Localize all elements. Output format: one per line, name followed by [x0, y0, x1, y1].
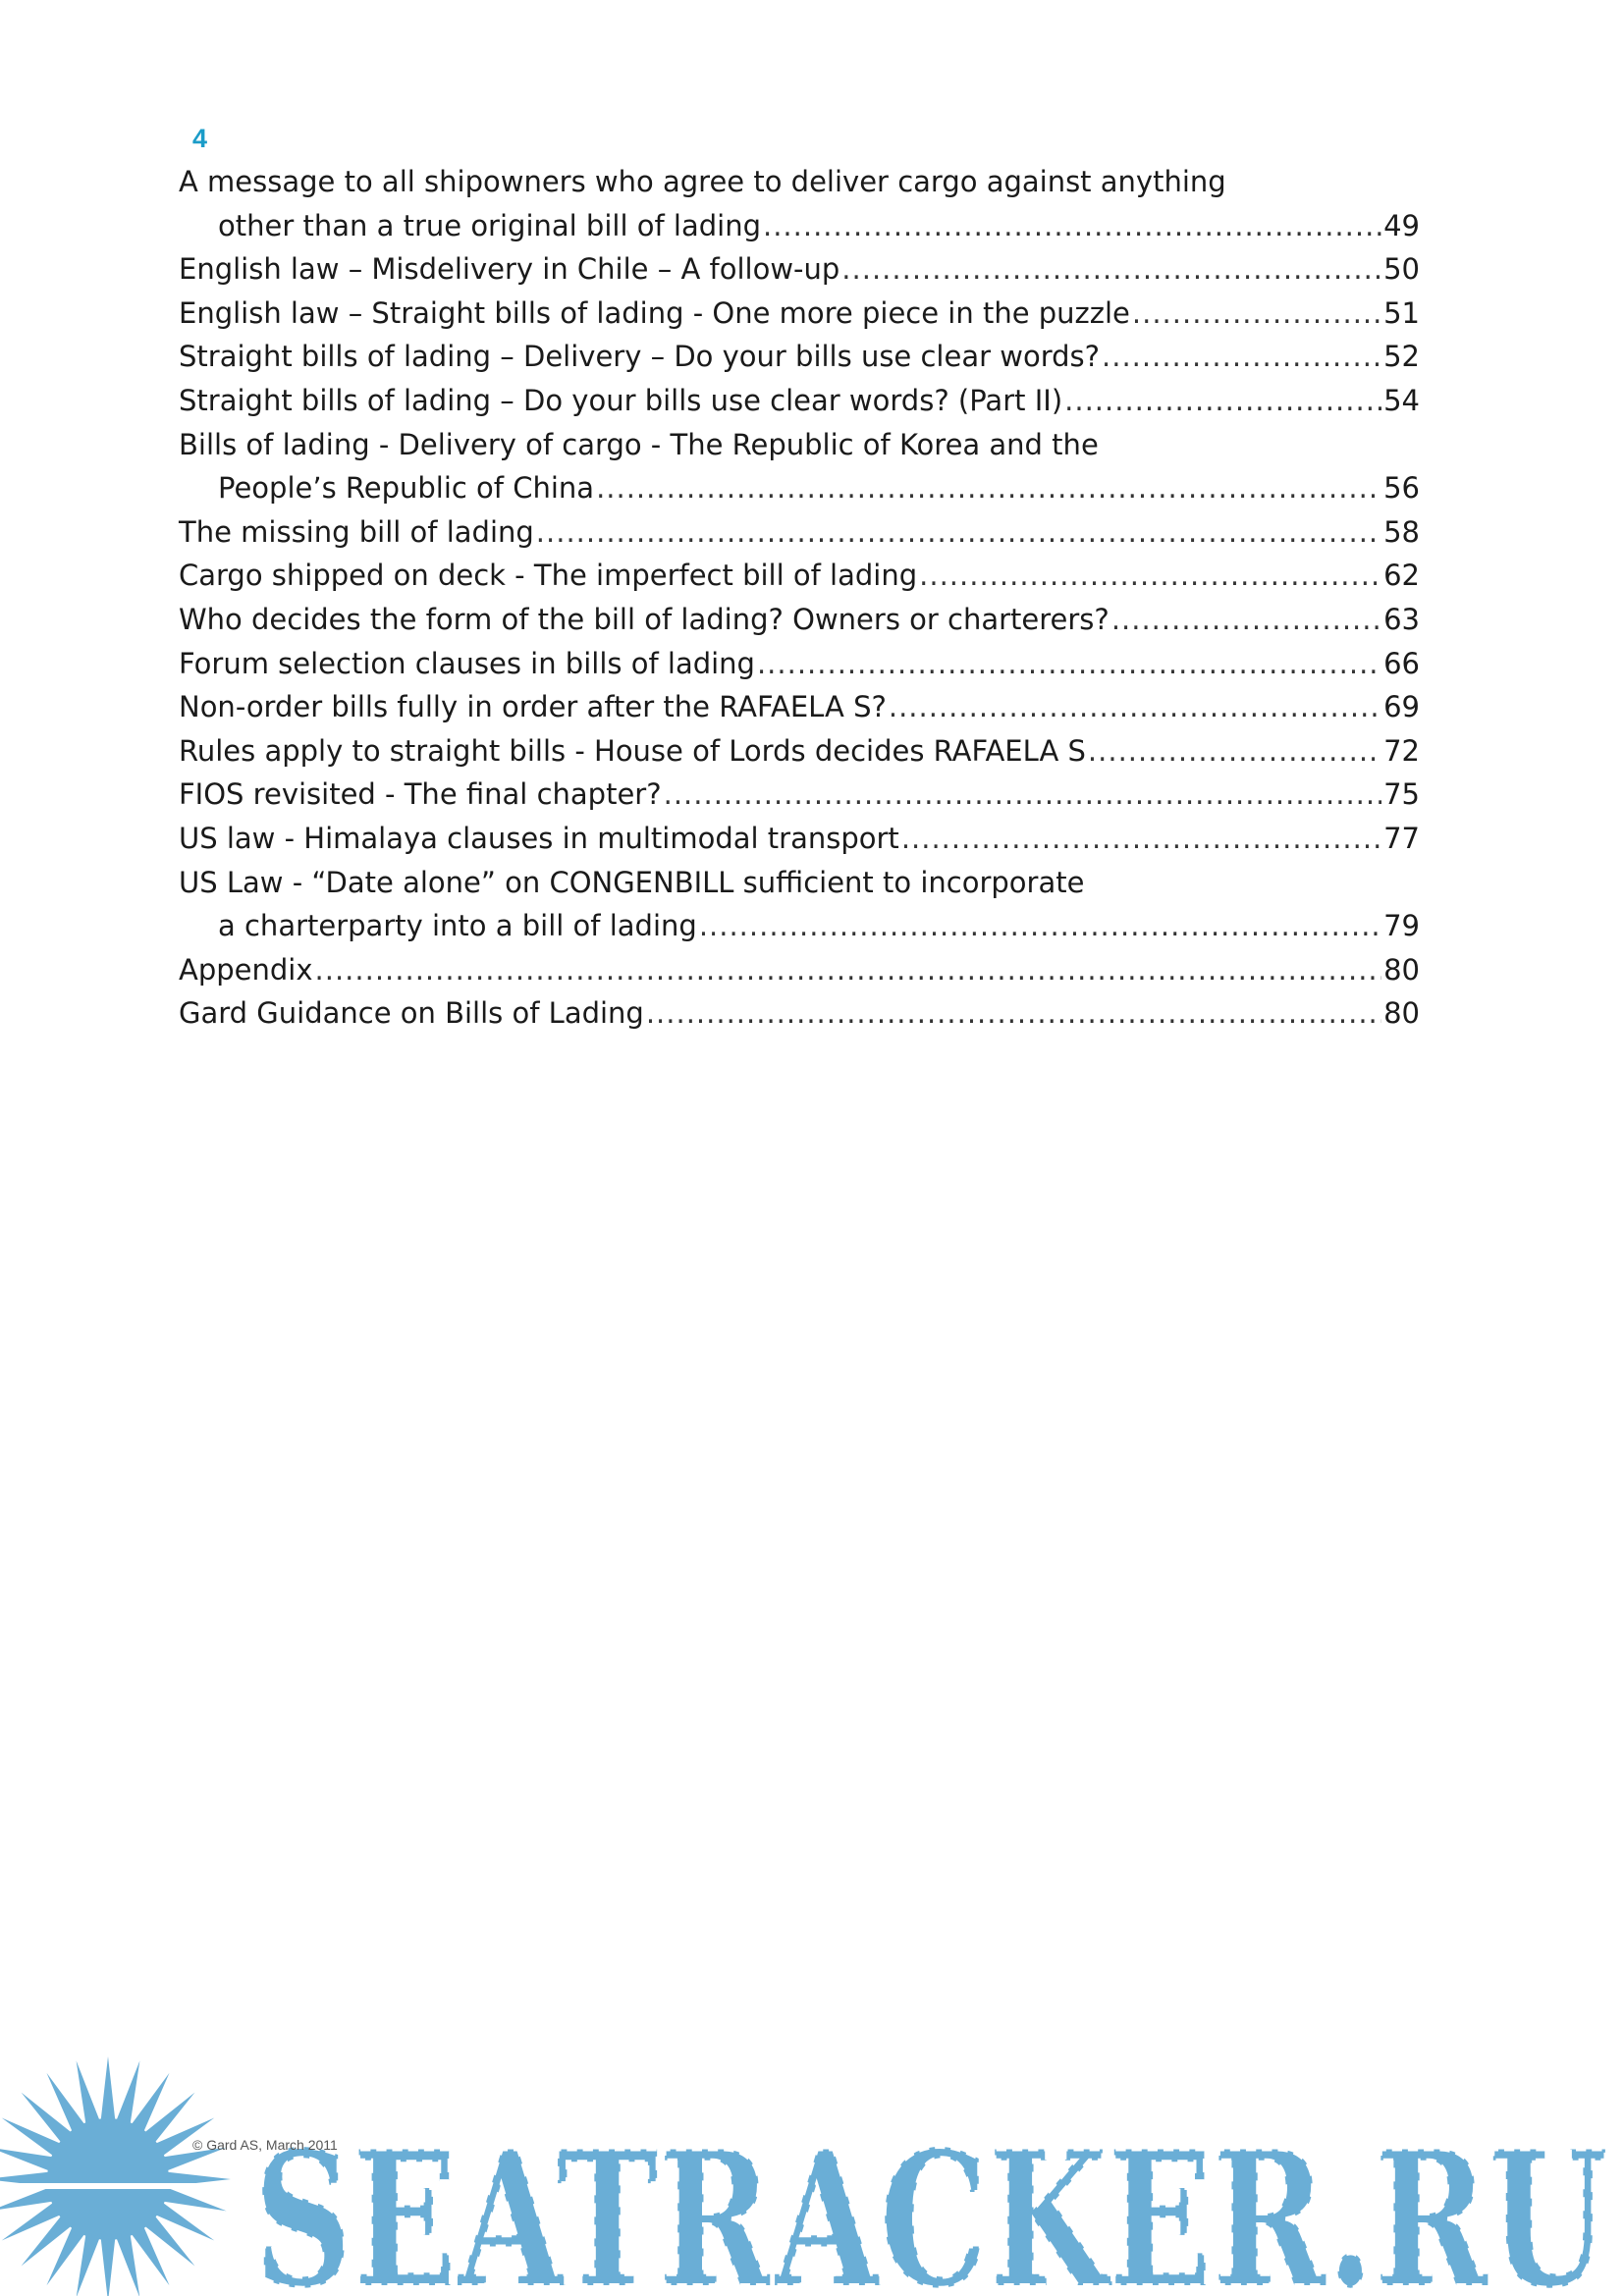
- toc-leader-dots: [757, 642, 1381, 686]
- toc-entry-title: Rules apply to straight bills - House of Lords decides RAFAELA S: [179, 733, 1086, 768]
- toc-entry-title: Gard Guidance on Bills of Lading: [179, 996, 644, 1031]
- sun-icon: [0, 2056, 236, 2296]
- toc-entry-title: Non-order bills fully in order after the RAFAELA S?: [179, 690, 887, 724]
- toc-entry-title: People’s Republic of China: [218, 471, 595, 506]
- toc-leader-dots: [763, 204, 1381, 248]
- toc-entry-title: US law - Himalaya clauses in multimodal transport: [179, 821, 899, 855]
- toc-entry-title: The missing bill of lading: [179, 514, 534, 549]
- toc-entry-title: Straight bills of lading – Delivery – Do your bills use clear words?: [179, 340, 1101, 374]
- toc-entry[interactable]: [179, 554, 1420, 598]
- toc-entry-title: Appendix: [179, 952, 313, 987]
- sun-disc: [47, 2118, 169, 2240]
- toc-entry[interactable]: [179, 204, 1420, 248]
- toc-entry-page: 58: [1383, 514, 1420, 549]
- toc-leader-dots: [596, 466, 1381, 510]
- sun-horizon: [0, 2183, 236, 2189]
- toc-entry-page: 51: [1383, 295, 1420, 330]
- toc-entry[interactable]: [179, 335, 1420, 379]
- toc-entry-page: 69: [1383, 690, 1420, 724]
- toc-leader-dots: [1102, 335, 1381, 379]
- toc-leader-dots: [901, 817, 1381, 861]
- toc-entry-page: 49: [1383, 208, 1420, 242]
- toc-entry-title: Straight bills of lading – Do your bills use clear words? (Part II): [179, 383, 1063, 417]
- toc-entry[interactable]: [179, 948, 1420, 992]
- toc-leader-dots: [646, 991, 1381, 1036]
- toc-entry[interactable]: [179, 904, 1420, 948]
- toc-leader-dots: [315, 948, 1382, 992]
- toc-leader-dots: [699, 904, 1381, 948]
- toc-entry-title: Forum selection clauses in bills of lading: [179, 646, 755, 680]
- toc-leader-dots: [664, 773, 1381, 817]
- toc-entry[interactable]: [179, 861, 1420, 905]
- toc-entry-page: 63: [1383, 602, 1420, 636]
- toc-entry[interactable]: [179, 642, 1420, 686]
- toc-entry-title: US Law - “Date alone” on CONGENBILL sufficient to incorporate: [179, 865, 1085, 899]
- toc-entry-page: 66: [1383, 646, 1420, 680]
- toc-entry-page: 72: [1383, 733, 1420, 768]
- toc-entry-page: 54: [1383, 383, 1420, 417]
- toc-leader-dots: [889, 685, 1381, 729]
- toc-entry-page: 79: [1383, 909, 1420, 943]
- toc-entry-page: 62: [1383, 559, 1420, 593]
- toc-entry[interactable]: [179, 817, 1420, 861]
- toc-entry-page: 80: [1383, 952, 1420, 987]
- toc-entry-title: Who decides the form of the bill of lading? Owners or charterers?: [179, 602, 1110, 636]
- toc-entry-title: English law – Misdelivery in Chile – A follow-up: [179, 252, 840, 287]
- toc-leader-dots: [536, 510, 1381, 555]
- copyright: © Gard AS, March 2011: [192, 2137, 338, 2153]
- toc-entry[interactable]: [179, 510, 1420, 555]
- toc-leader-dots: [1088, 729, 1381, 774]
- toc-entry-title: Cargo shipped on deck - The imperfect bill of lading: [179, 559, 918, 593]
- toc-entry[interactable]: [179, 379, 1420, 423]
- toc-entry-title: A message to all shipowners who agree to deliver cargo against anything: [179, 165, 1226, 198]
- toc-entry[interactable]: [179, 160, 1420, 204]
- toc-leader-dots: [1111, 598, 1381, 642]
- watermark-text: SEATRACKER.RU: [253, 2110, 1608, 2296]
- toc-entry-page: 75: [1383, 777, 1420, 812]
- toc-entry-page: 80: [1383, 996, 1420, 1031]
- toc-entry[interactable]: [179, 247, 1420, 292]
- toc-entry[interactable]: [179, 991, 1420, 1036]
- toc-leader-dots: [1064, 379, 1381, 423]
- toc-entry-title: FIOS revisited - The final chapter?: [179, 777, 662, 812]
- toc-entry-title: English law – Straight bills of lading - One more piece in the puzzle: [179, 295, 1130, 330]
- toc-leader-dots: [841, 247, 1381, 292]
- watermark: [0, 2052, 1624, 2296]
- toc-entry-page: 77: [1383, 821, 1420, 855]
- toc-entry[interactable]: [179, 773, 1420, 817]
- toc-entry-page: 56: [1383, 471, 1420, 506]
- toc-entry[interactable]: [179, 685, 1420, 729]
- toc-entry[interactable]: [179, 292, 1420, 336]
- toc-entry-title: a charterparty into a bill of lading: [218, 909, 697, 943]
- toc-entry-page: 52: [1383, 340, 1420, 374]
- toc-entry-title: other than a true original bill of lading: [218, 208, 761, 242]
- toc-entry[interactable]: [179, 466, 1420, 510]
- toc-entry-title: Bills of lading - Delivery of cargo - The Republic of Korea and the: [179, 427, 1099, 461]
- table-of-contents: [179, 160, 1420, 1036]
- toc-entry[interactable]: [179, 729, 1420, 774]
- toc-leader-dots: [1132, 292, 1381, 336]
- toc-entry-page: 50: [1383, 252, 1420, 287]
- page-number: 4: [192, 124, 208, 153]
- toc-entry[interactable]: [179, 423, 1420, 467]
- toc-leader-dots: [919, 554, 1381, 598]
- toc-entry[interactable]: [179, 598, 1420, 642]
